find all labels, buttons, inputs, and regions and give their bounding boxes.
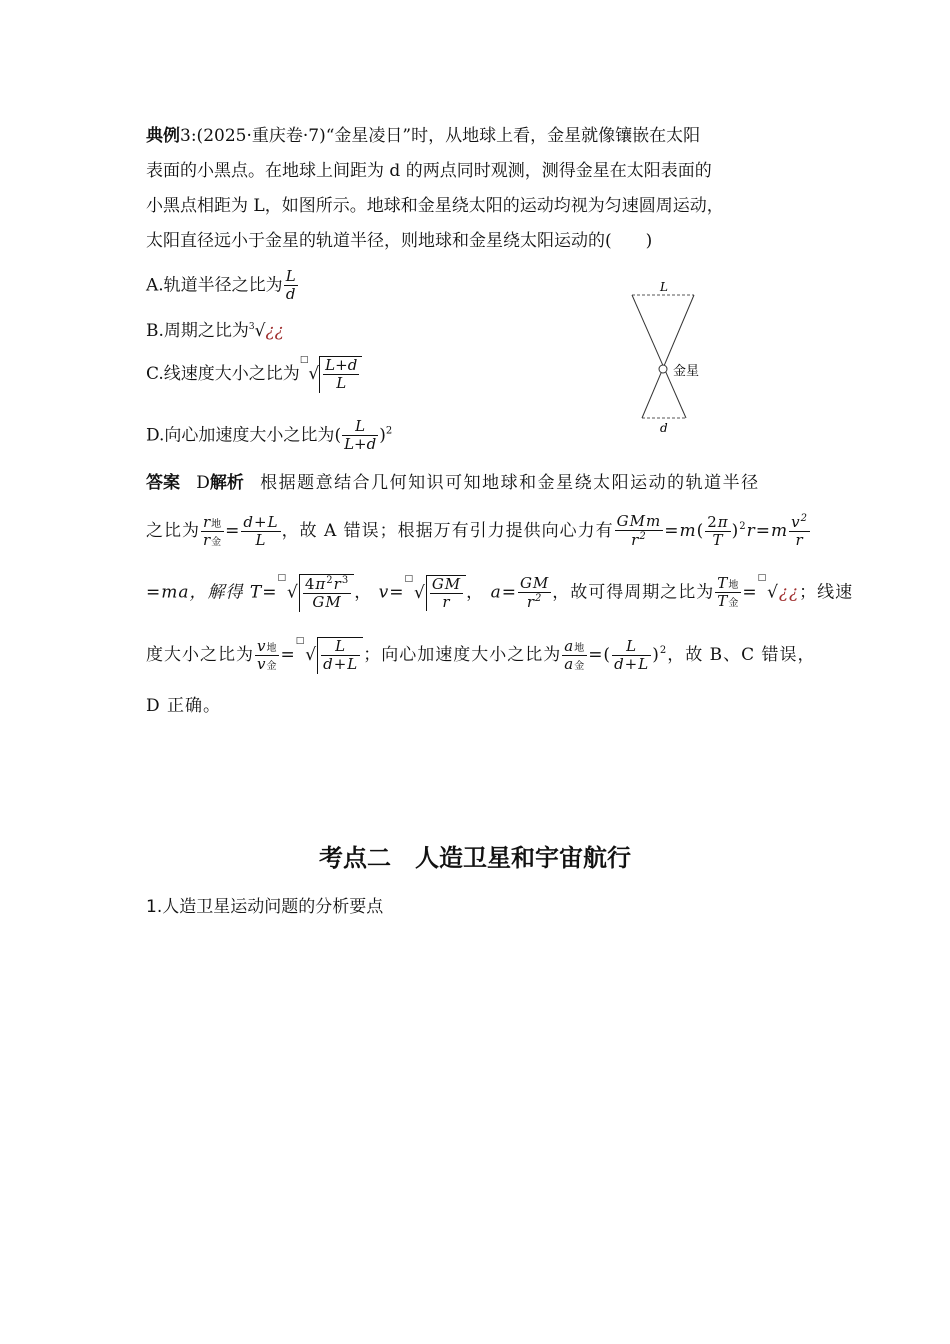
option-c-text: C.线速度大小之比为 — [146, 363, 300, 384]
analysis-l3-suffix: ；线速 — [799, 582, 854, 603]
analysis-l2-prefix: 之比为 — [146, 520, 200, 541]
problem-line-4: 太阳直径远小于金星的轨道半径，则地球和金星绕太阳运动的( ) — [146, 231, 653, 251]
answer-line-1 — [146, 475, 760, 492]
analysis-label: 解析 — [209, 473, 244, 493]
answer-label: 答案 — [146, 473, 180, 493]
analysis-l4-suffix: ，故 B、C 错误， — [667, 644, 816, 665]
option-b-garbled: ¿¿ — [265, 321, 284, 341]
answer-line-2: 之比为 $\frac{\text{r地}}{\text{r金}}$ = $\frac{d+L}{L}$ ，故 A 错误；根据万有引力提供向心力有 $\frac{\text{GMm}}{r^2}$ =m( $\frac{2\pi}{T}$ )$^2$r=m $\frac{v^2}{r}$ — [146, 512, 809, 550]
analysis-l3-garbled: ¿¿ — [778, 582, 800, 603]
problem-line-2: 表面的小黑点。在地球上间距为 d 的两点同时观测，测得金星在太阳表面的 — [146, 161, 712, 181]
section-subheading: 1.人造卫星运动问题的分析要点 — [146, 897, 384, 917]
diagram-top-label: L — [660, 280, 668, 294]
answer-line-5: D 正确。 — [146, 696, 222, 716]
example-label: 典例 — [146, 126, 180, 146]
answer-line-3: =ma，解得 T=□√ $\frac{4\pi^2r^3}{GM}$ ， v=□√ $\frac{GM}{r}$ ， a= $\frac{GM}{r^2}$ ，故可得周期之比为 $\frac{\text{T地}}{\text{T金}}$ =□√¿¿；线速 — [146, 573, 854, 612]
analysis-l3-mid: ，故可得周期之比为 — [552, 582, 715, 603]
option-a-text: A.轨道半径之比为 — [146, 275, 283, 296]
problem-line-1 — [146, 128, 700, 145]
section-heading: 考点二 人造卫星和宇宙航行 — [319, 844, 631, 872]
option-a: A.轨道半径之比为 $\frac{L}{d}$ — [146, 267, 296, 304]
option-d: D.向心加速度大小之比为( $\frac{L}{L+d}$ )$^2$ — [146, 417, 393, 454]
option-c: C.线速度大小之比为□√ $\frac{L+d}{L}$ — [146, 356, 362, 393]
problem-text: “金星凌日”时，从地球上看，金星就像镶嵌在太阳 — [325, 126, 701, 146]
problem-line-3: 小黑点相距为 L，如图所示。地球和金星绕太阳的运动均视为匀速圆周运动， — [146, 196, 724, 216]
diagram-bottom-label: d — [660, 421, 668, 435]
analysis-l2-mid: ，故 A 错误；根据万有引力提供向心力有 — [281, 520, 614, 541]
transit-diagram — [620, 280, 730, 440]
answer-line-4: 度大小之比为 $\frac{\text{v地}}{\text{v金}}$ =□√ $\frac{L}{d+L}$ ；向心加速度大小之比为 $\frac{\text{a地}}{\text{a金}}$ =( $\frac{L}{d+L}$ )$^2$，故 B、C 错误， — [146, 636, 816, 674]
option-b-text: B.周期之比为 — [146, 321, 249, 341]
left-sight-line — [632, 295, 686, 418]
right-sight-line — [642, 295, 694, 418]
analysis-l4-prefix: 度大小之比为 — [146, 644, 254, 665]
analysis-text-1: 根据题意结合几何知识可知地球和金星绕太阳运动的轨道半径 — [260, 473, 760, 493]
analysis-l3-prefix: =ma，解得 T= — [146, 582, 278, 603]
answer-value: D — [196, 473, 210, 493]
diagram-venus-label: 金星 — [673, 364, 700, 379]
venus-circle — [659, 365, 667, 373]
problem-source: :(2025·重庆卷·7) — [190, 126, 326, 146]
example-number: 3 — [180, 126, 191, 146]
option-d-text: D.向心加速度大小之比为 — [146, 425, 335, 446]
analysis-l4-mid: ；向心加速度大小之比为 — [363, 644, 562, 665]
option-b: B.周期之比为$^3$√¿¿ — [146, 321, 284, 341]
